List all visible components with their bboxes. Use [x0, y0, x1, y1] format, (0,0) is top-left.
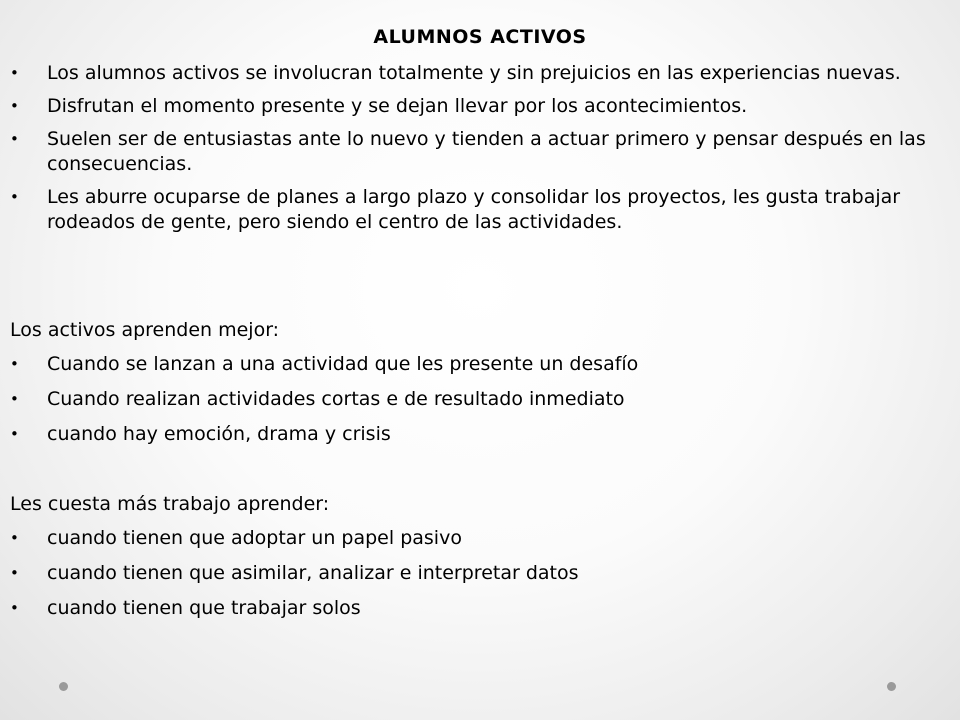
learn-better-item-3: • cuando hay emoción, drama y crisis — [10, 422, 945, 447]
learn-better-list — [10, 352, 945, 447]
intro-bullet-1: • Los alumnos activos se involucran totalmente y sin prejuicios en las experiencias nuevas. — [10, 61, 945, 86]
intro-bullet-4: • Les aburre ocuparse de planes a largo plazo y consolidar los proyectos, les gusta trabajar rodeados de gente, pero siendo el centro de las actividades. — [10, 185, 945, 235]
learn-harder-section — [10, 492, 945, 631]
intro-bullet-2: • Disfrutan el momento presente y se dejan llevar por los acontecimientos. — [10, 94, 945, 119]
decorative-dot-left — [59, 682, 68, 691]
learn-harder-item-3: • cuando tienen que trabajar solos — [10, 596, 945, 621]
learn-better-heading: Los activos aprenden mejor: — [10, 319, 280, 341]
decorative-dot-right — [887, 682, 896, 691]
learn-harder-item-1: • cuando tienen que adoptar un papel pasivo — [10, 526, 945, 551]
learn-better-item-2: • Cuando realizan actividades cortas e de resultado inmediato — [10, 387, 945, 412]
intro-bullet-3: • Suelen ser de entusiastas ante lo nuevo y tienden a actuar primero y pensar después en las consecuencias. — [10, 127, 945, 177]
slide-title: ALUMNOS ACTIVOS — [373, 26, 587, 48]
learn-harder-heading: Les cuesta más trabajo aprender: — [10, 493, 330, 515]
learn-better-item-1: • Cuando se lanzan a una actividad que les presente un desafío — [10, 352, 945, 377]
learn-harder-item-2: • cuando tienen que asimilar, analizar e interpretar datos — [10, 561, 945, 586]
learn-harder-list — [10, 526, 945, 621]
intro-bullet-list — [10, 61, 945, 235]
intro-section — [10, 61, 945, 243]
learn-better-section — [10, 318, 945, 457]
